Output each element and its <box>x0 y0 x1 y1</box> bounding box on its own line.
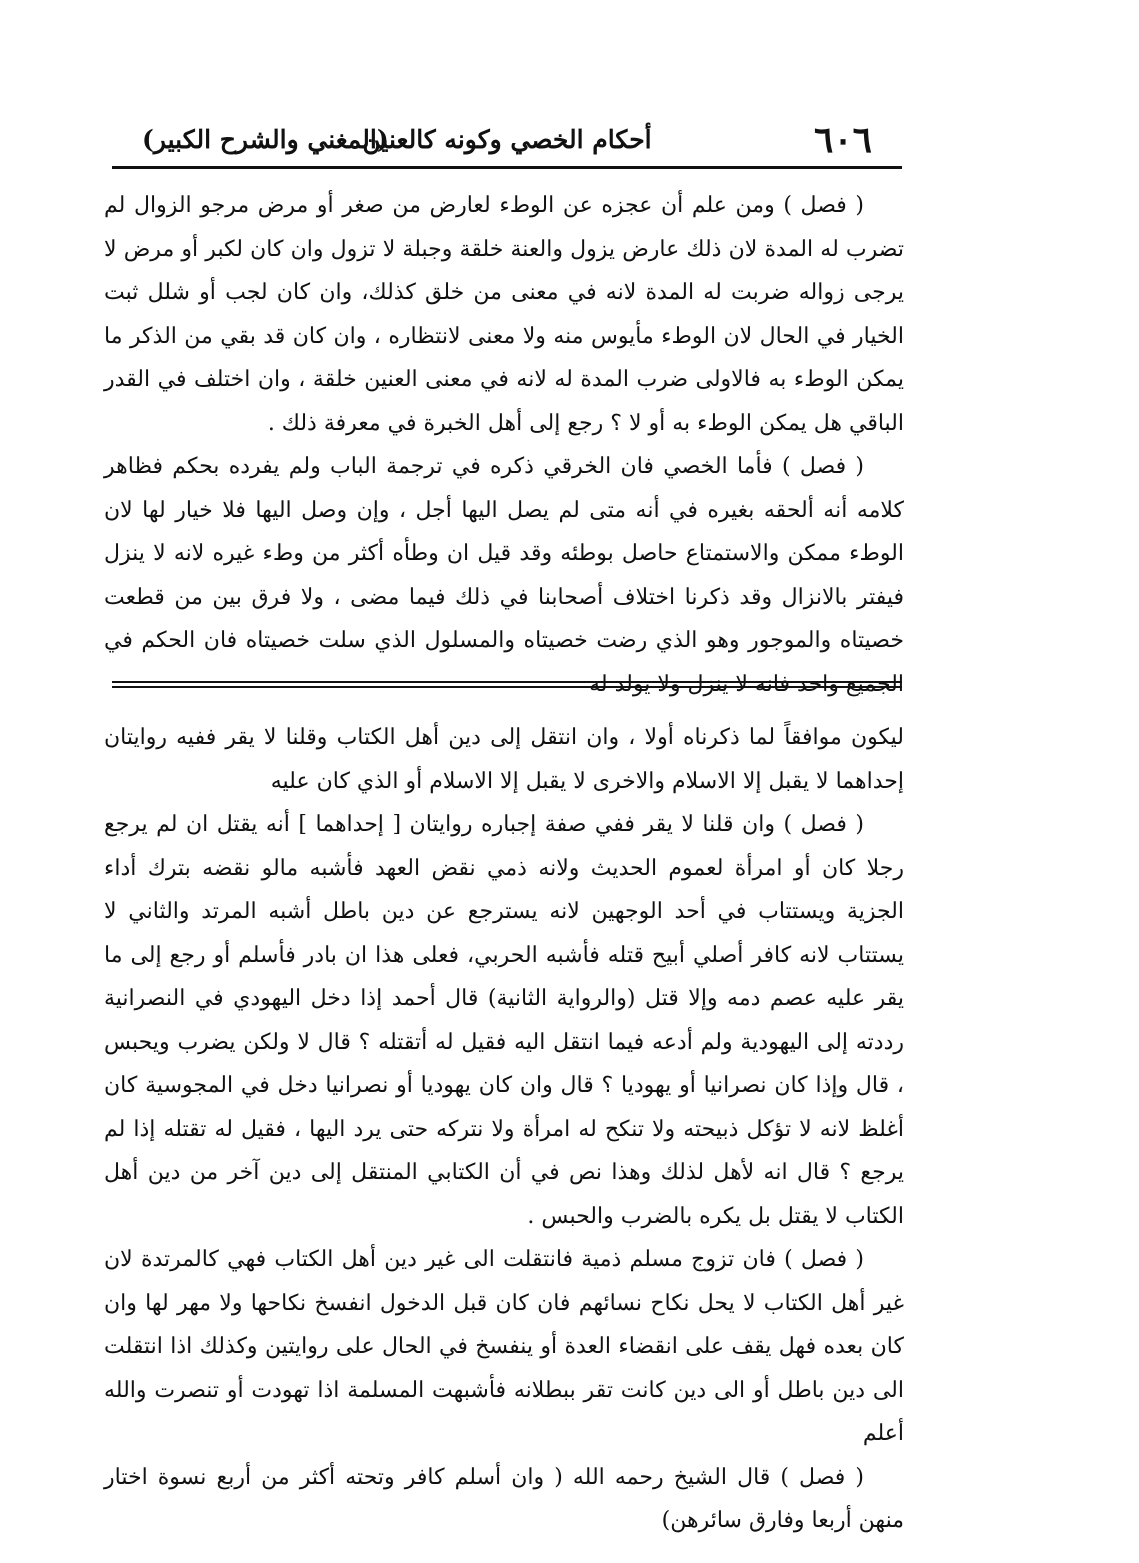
header-rule <box>112 166 902 169</box>
paragraph: ( فصل ) قال الشيخ رحمه الله ( وان أسلم كافر وتحته أكثر من أربع نسوة اختار منهن أربعا وفارق سائرهن) <box>104 1464 904 1533</box>
book-title: (المغني والشرح الكبير) <box>142 125 389 154</box>
running-title: أحكام الخصي وكونه كالعنين <box>362 125 652 154</box>
paragraph: ( فصل ) فان تزوج مسلم ذمية فانتقلت الى غير دين أهل الكتاب فهي كالمرتدة لان غير أهل الكتاب لا يحل نكاح نسائهم فان كان قبل الدخول انفسخ نكاحها ولا مهر لها وان كان بعده فهل يقف على انقضاء العدة أو ينفسخ في الحال على روايتين وكذلك اذا انتقلت الى دين باطل أو الى دين كانت تقر ببطلانه فأشبهت المسلمة اذا تهودت أو تنصرت والله أعلم <box>104 1247 904 1446</box>
paragraph: ( فصل ) فأما الخصي فان الخرقي ذكره في ترجمة الباب ولم يفرده بحكم فظاهر كلامه أنه ألحقه بغيره في أنه متى لم يصل اليها أجل ، وإن وصل اليها فلا خيار لها لان الوطء ممكن والاستمتاع حاصل بوطئه وقد قيل ان وطأه أكثر من وطء غيره لانه لا ينزل فيفتر بالانزال وقد ذكرنا اختلاف أصحابنا في ذلك فيما مضى ، ولا فرق بين من قطعت خصيتاه والموجور وهو الذي رضت خصيتاه والمسلول الذي سلت خصيتاه فان الحكم في الجميع واحد فانه لا ينزل ولا يولد له <box>104 454 904 697</box>
page-number: ٦٠٦ <box>813 119 872 161</box>
main-text-lower <box>104 716 904 1543</box>
main-text-upper <box>104 184 904 706</box>
section-divider <box>112 681 902 688</box>
paragraph: ليكون موافقاً لما ذكرناه أولا ، وان انتقل إلى دين أهل الكتاب وقلنا لا يقر ففيه روايتان إحداهما لا يقبل إلا الاسلام والاخرى لا يقبل إلا الاسلام أو الذي كان عليه <box>104 725 904 794</box>
paragraph: ( فصل ) وان قلنا لا يقر ففي صفة إجباره روايتان [ إحداهما ] أنه يقتل ان لم يرجع رجلا كان أو امرأة لعموم الحديث ولانه ذمي نقض العهد فأشبه مالو نقضه بترك أداء الجزية ويستتاب في أحد الوجهين لانه يسترجع عن دين باطل أشبه المرتد والثاني لا يستتاب لانه كافر أصلي أبيح قتله فأشبه الحربي، فعلى هذا ان بادر فأسلم أو رجع إلى ما يقر عليه عصم دمه وإلا قتل (والرواية الثانية) قال أحمد إذا دخل اليهودي في النصرانية رددته إلى اليهودية ولم أدعه فيما انتقل اليه فقيل له أتقتله ؟ قال لا ولكن يضرب ويحبس ، قال وإذا كان نصرانيا أو يهوديا ؟ قال وان كان يهوديا أو نصرانيا دخل في المجوسية كان أغلظ لانه لا تؤكل ذبيحته ولا تنكح له امرأة ولا نتركه حتى يرد اليها ، فقيل له تقتله إذا لم يرجع ؟ قال انه لأهل لذلك وهذا نص في أن الكتابي المنتقل إلى دين آخر من دين أهل الكتاب لا يقتل بل يكره بالضرب والحبس . <box>104 812 904 1229</box>
paragraph: ( فصل ) ومن علم أن عجزه عن الوطء لعارض من صغر أو مرض مرجو الزوال لم تضرب له المدة لان ذلك عارض يزول والعنة خلقة وجبلة لا تزول وان كان لكبر أو مرض لا يرجى زواله ضربت له المدة لانه في معنى من خلق كذلك، وان كان لجب أو شلل ثبت الخيار في الحال لان الوطء مأيوس منه ولا معنى لانتظاره ، وان كان قد بقي من الذكر ما يمكن الوطء به فالاولى ضرب المدة له لانه في معنى العنين خلقة ، وان اختلف في القدر الباقي هل يمكن الوطء به أو لا ؟ رجع إلى أهل الخبرة في معرفة ذلك . <box>104 193 904 436</box>
page-header <box>112 118 902 166</box>
